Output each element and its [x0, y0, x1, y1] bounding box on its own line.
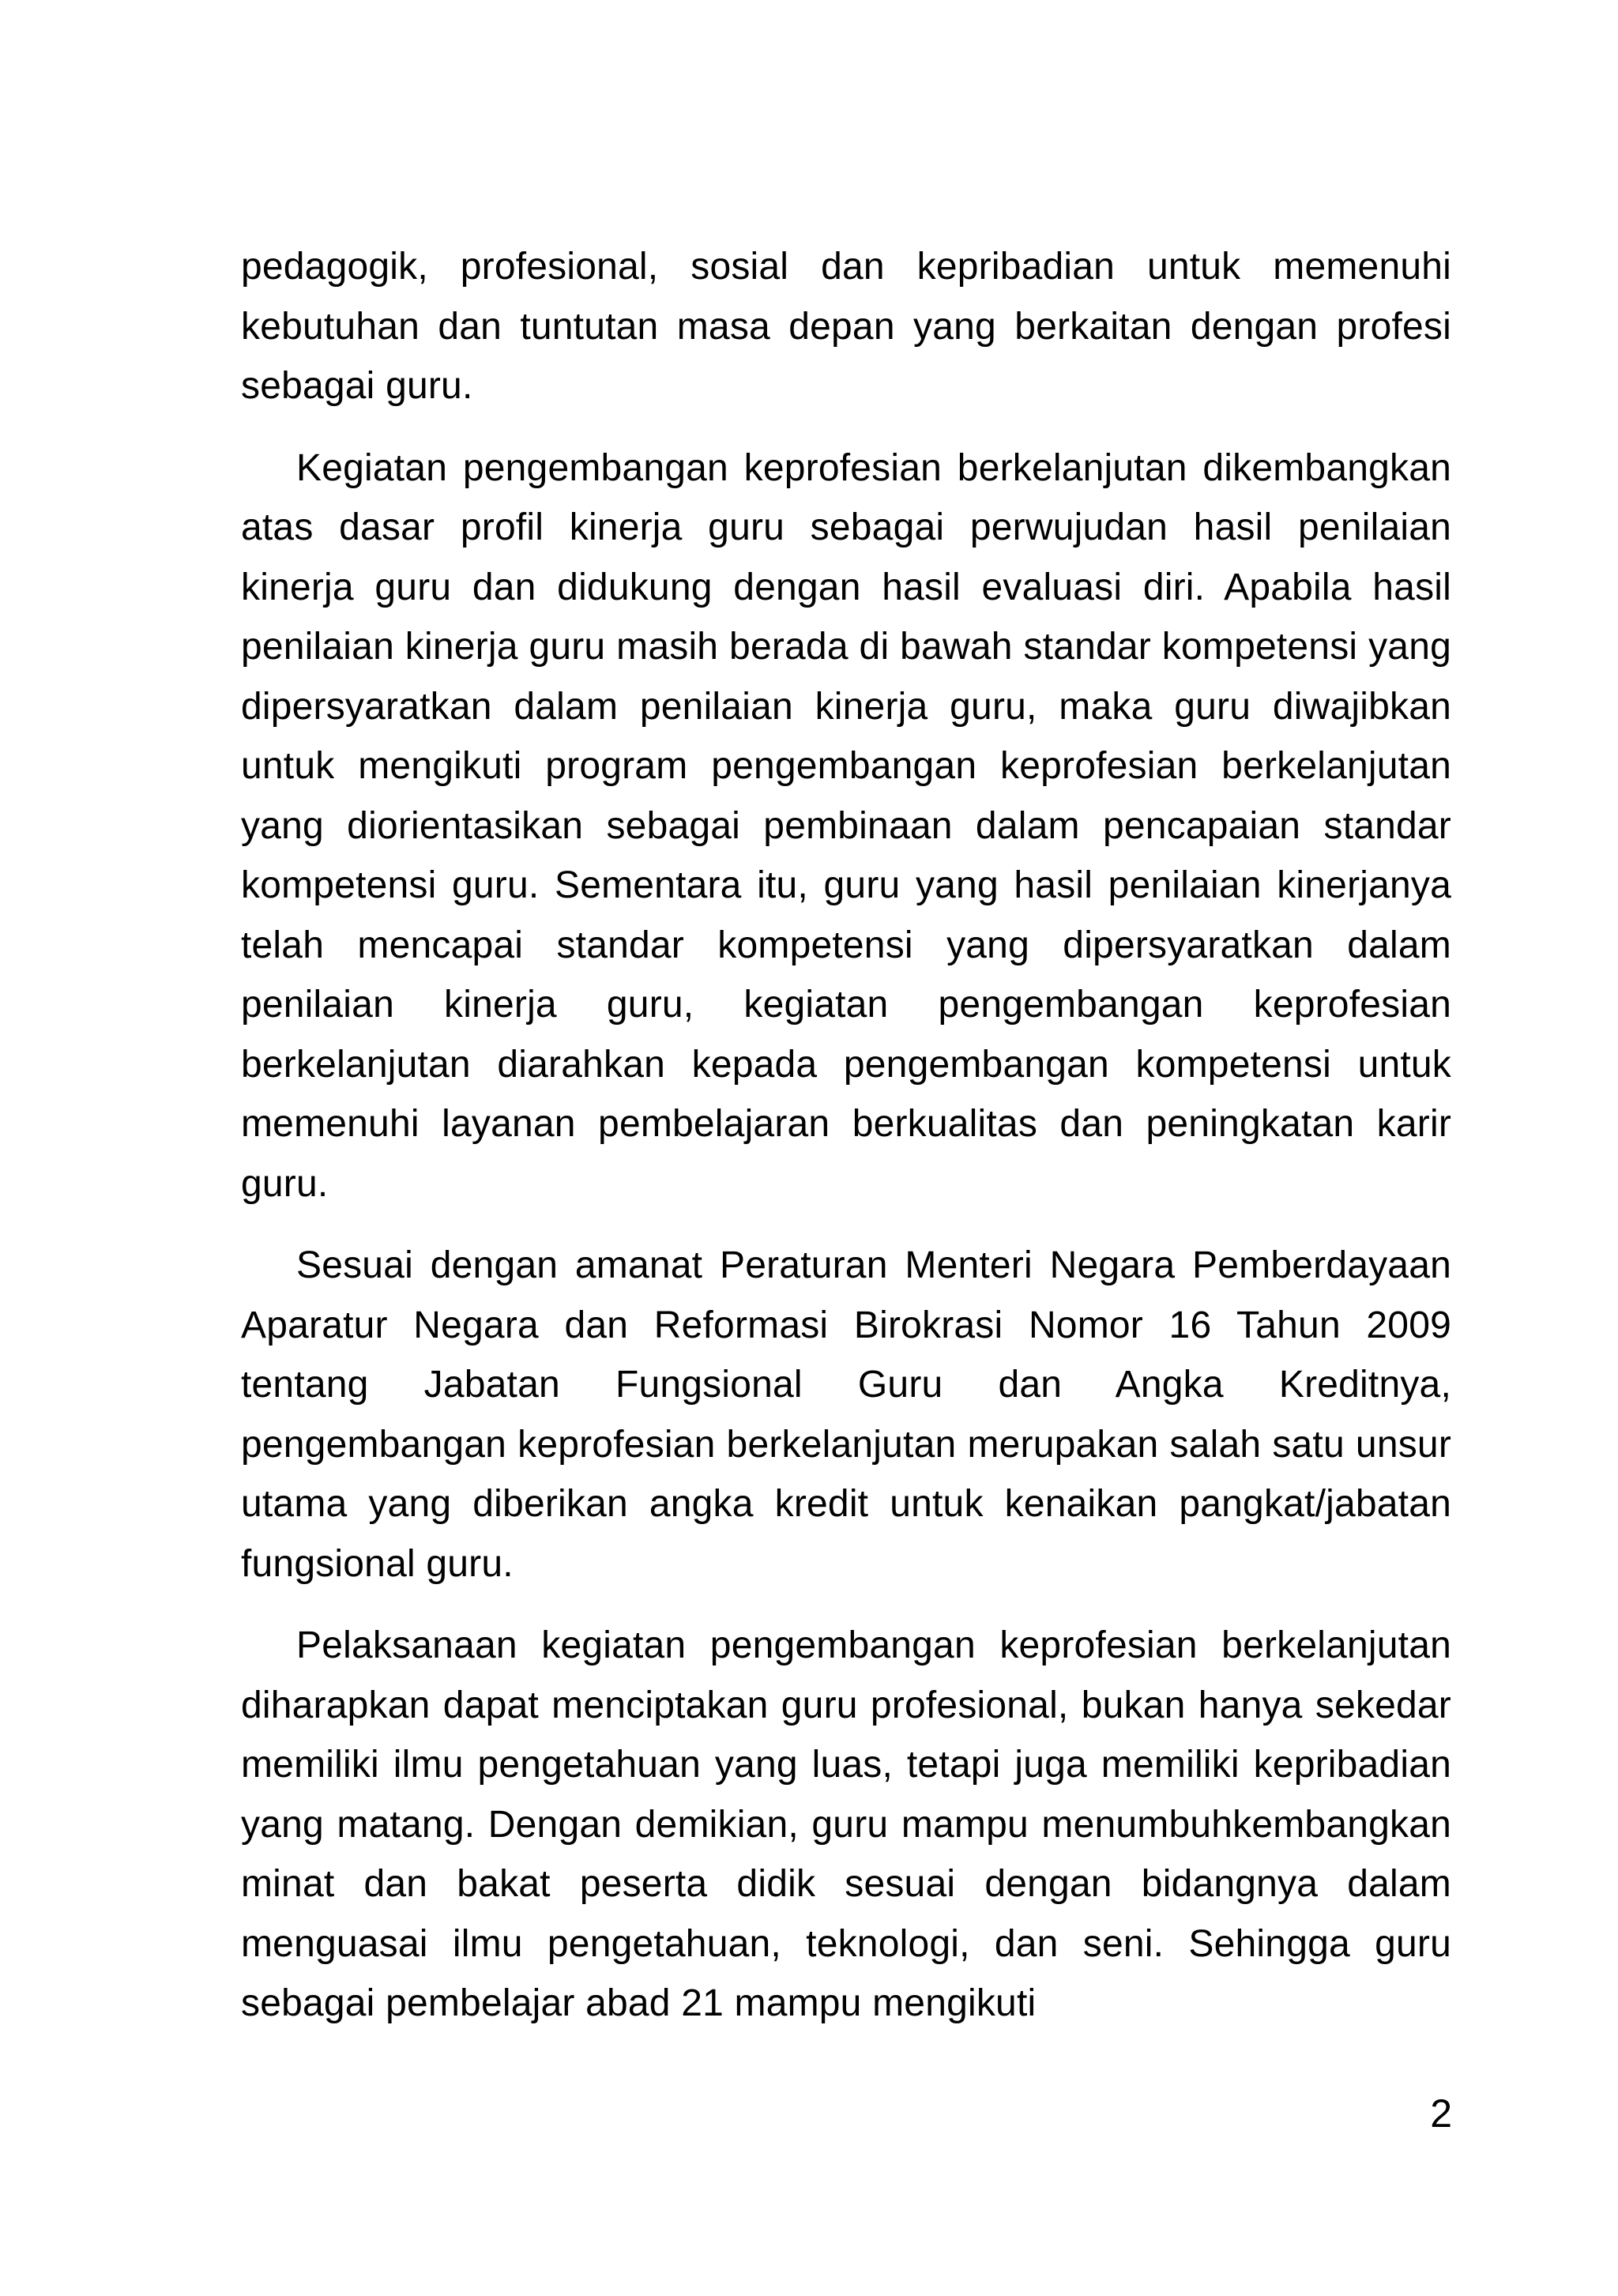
paragraph-continuation: pedagogik, profesional, sosial dan kepribadian untuk memenuhi kebutuhan dan tuntutan masa depan yang berkaitan dengan profesi sebagai guru. [241, 246, 1451, 407]
paragraph-sesuai: Sesuai dengan amanat Peraturan Menteri Negara Pemberdayaan Aparatur Negara dan Reformasi Birokrasi Nomor 16 Tahun 2009 tentang Jabatan Fungsional Guru dan Angka Kreditnya, pengembangan keprofesian berkelanjutan merupakan salah satu unsur utama yang diberikan angka kredit untuk kenaikan pangkat/jabatan fungsional guru. [241, 1244, 1451, 1585]
body-text [241, 237, 1451, 2056]
paragraph-pelaksanaan: Pelaksanaan kegiatan pengembangan keprofesian berkelanjutan diharapkan dapat menciptakan guru profesional, bukan hanya sekedar memiliki ilmu pengetahuan yang luas, tetapi juga memiliki kepribadian yang matang. Dengan demikian, guru mampu menumbuhkembangkan minat dan bakat peserta didik sesuai dengan bidangnya dalam menguasai ilmu pengetahuan, teknologi, dan seni. Sehingga guru sebagai pembelajar abad 21 mampu mengikuti [241, 1624, 1451, 2024]
page-number: 2 [1430, 2091, 1452, 2136]
paragraph-kegiatan: Kegiatan pengembangan keprofesian berkelanjutan dikembangkan atas dasar profil kinerja guru sebagai perwujudan hasil penilaian kinerja guru dan didukung dengan hasil evaluasi diri. Apabila hasil penilaian kinerja guru masih berada di bawah standar kompetensi yang dipersyaratkan dalam penilaian kinerja guru, maka guru diwajibkan untuk mengikuti program pengembangan keprofesian berkelanjutan yang diorientasikan sebagai pembinaan dalam pencapaian standar kompetensi guru. Sementara itu, guru yang hasil penilaian kinerjanya telah mencapai standar kompetensi yang dipersyaratkan dalam penilaian kinerja guru, kegiatan pengembangan keprofesian berkelanjutan diarahkan kepada pengembangan kompetensi untuk memenuhi layanan pembelajaran berkualitas dan peningkatan karir guru. [241, 446, 1451, 1205]
